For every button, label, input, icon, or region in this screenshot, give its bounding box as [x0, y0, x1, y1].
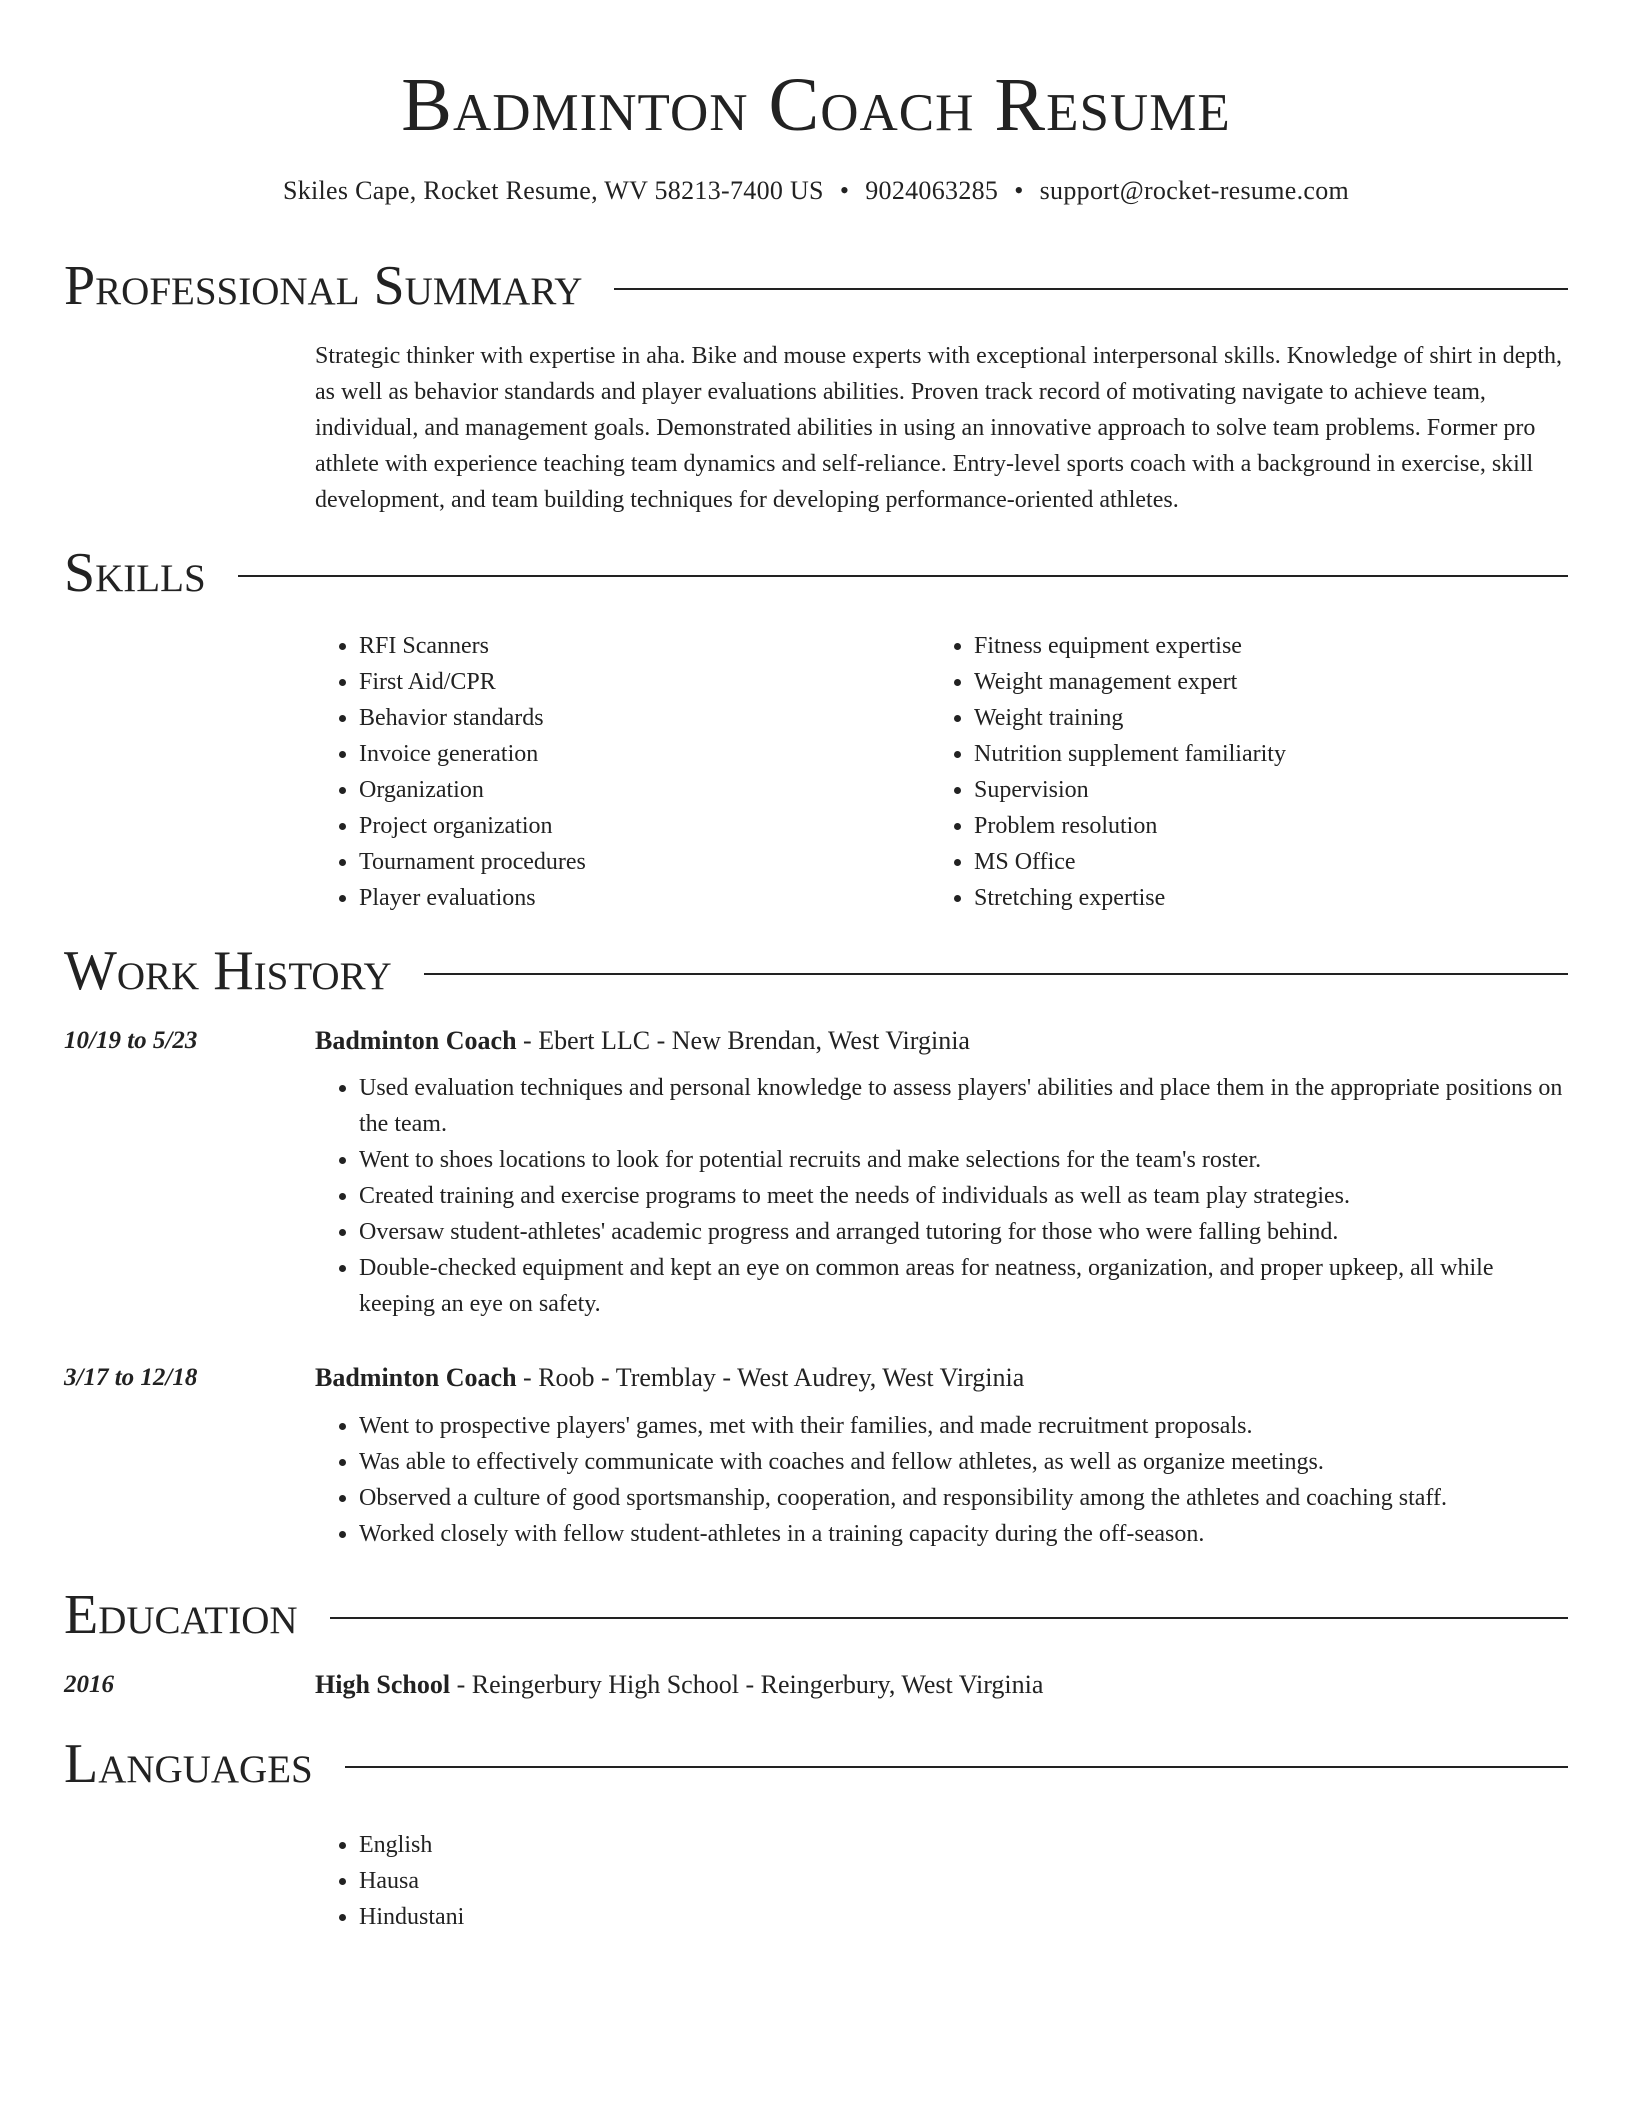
- skill-item: • Behavior standards: [359, 700, 915, 736]
- skill-item: • Tournament procedures: [359, 844, 915, 880]
- contact-separator: •: [839, 176, 850, 205]
- section-divider: [614, 288, 1568, 290]
- skills-column-left: [315, 628, 915, 916]
- language-item: • Hausa: [359, 1863, 464, 1899]
- languages-list: [315, 1827, 464, 1935]
- job-dates: 3/17 to 12/18: [64, 1364, 198, 1391]
- job-details: - Roob - Tremblay - West Audrey, West Virginia: [516, 1363, 1025, 1392]
- job-bullet: • Was able to effectively communicate with coaches and fellow athletes, as well as organize meetings.: [359, 1444, 1575, 1480]
- job-bullet: • Oversaw student-athletes' academic progress and arranged tutoring for those who were falling behind.: [359, 1214, 1575, 1250]
- summary-section-header: [64, 254, 1568, 318]
- section-divider: [238, 575, 1568, 577]
- skills-column-right: [930, 628, 1570, 916]
- skill-item: • First Aid/CPR: [359, 664, 915, 700]
- job-responsibilities: [315, 1408, 1575, 1552]
- languages-column: [315, 1827, 464, 1935]
- job-dates: 10/19 to 5/23: [64, 1027, 198, 1054]
- language-item: • English: [359, 1827, 464, 1863]
- job-details: - Ebert LLC - New Brendan, West Virginia: [516, 1026, 970, 1055]
- skill-item: • Weight training: [974, 700, 1570, 736]
- education-degree: High School: [315, 1670, 451, 1699]
- job-bullet: • Went to prospective players' games, met with their families, and made recruitment proposals.: [359, 1408, 1575, 1444]
- skill-item: • Problem resolution: [974, 808, 1570, 844]
- section-divider: [345, 1766, 1568, 1768]
- skill-item: • Organization: [359, 772, 915, 808]
- job-bullet-list: [315, 1070, 1575, 1322]
- skills-section-header: [64, 541, 1568, 605]
- skill-item: • Stretching expertise: [974, 880, 1570, 916]
- education-section-title: Education: [64, 1584, 298, 1646]
- section-divider: [424, 973, 1568, 975]
- skills-section-title: Skills: [64, 542, 206, 604]
- job-bullet: • Worked closely with fellow student-athletes in a training capacity during the off-season.: [359, 1516, 1575, 1552]
- education-year: 2016: [64, 1671, 114, 1698]
- job-bullet: • Went to shoes locations to look for potential recruits and make selections for the team's roster.: [359, 1142, 1575, 1178]
- skill-item: • Invoice generation: [359, 736, 915, 772]
- education-details: - Reingerbury High School - Reingerbury, West Virginia: [450, 1670, 1044, 1699]
- job-title: Badminton Coach: [315, 1026, 517, 1055]
- summary-text: Strategic thinker with expertise in aha. Bike and mouse experts with exceptional interpersonal skills. Knowledge of shirt in depth, as well as behavior standards and player evaluations abilities. Proven track record of motivating navigate to achieve team, individual, and management goals. Demonstrated abilities in using an innovative approach to solve team problems. Former pro athlete with experience teaching team dynamics and self-reliance. Entry-level sports coach with a background in exercise, skill development, and team building techniques for developing performance-oriented athletes.: [315, 343, 1563, 513]
- job-title: Badminton Coach: [315, 1363, 517, 1392]
- job-responsibilities: [315, 1070, 1575, 1322]
- education-heading: [315, 1669, 1575, 1701]
- work-section-title: Work History: [64, 940, 392, 1002]
- job-heading: [315, 1362, 1575, 1394]
- contact-phone: 9024063285: [865, 176, 999, 205]
- job-bullet: • Used evaluation techniques and personal knowledge to assess players' abilities and place them in the appropriate positions on the team.: [359, 1070, 1575, 1142]
- skills-list-left: [315, 628, 915, 916]
- contact-address: Skiles Cape, Rocket Resume, WV 58213-7400 US: [282, 176, 824, 205]
- skills-list-right: [930, 628, 1570, 916]
- skill-item: • MS Office: [974, 844, 1570, 880]
- job-bullet: • Double-checked equipment and kept an eye on common areas for neatness, organization, and proper upkeep, all while keeping an eye on safety.: [359, 1250, 1575, 1322]
- resume-name: Badminton Coach Resume: [401, 63, 1231, 147]
- skill-item: • Fitness equipment expertise: [974, 628, 1570, 664]
- job-bullet: • Observed a culture of good sportsmanship, cooperation, and responsibility among the athletes and coaching staff.: [359, 1480, 1575, 1516]
- work-section-header: [64, 939, 1568, 1003]
- skill-item: • Project organization: [359, 808, 915, 844]
- skill-item: • Weight management expert: [974, 664, 1570, 700]
- language-item: • Hindustani: [359, 1899, 464, 1935]
- contact-line: [0, 176, 1632, 206]
- job-bullet-list: [315, 1408, 1575, 1552]
- languages-section-title: Languages: [64, 1733, 313, 1795]
- education-section-header: [64, 1583, 1568, 1647]
- section-divider: [330, 1617, 1568, 1619]
- skill-item: • Nutrition supplement familiarity: [974, 736, 1570, 772]
- skill-item: • Player evaluations: [359, 880, 915, 916]
- contact-email: support@rocket-resume.com: [1039, 176, 1350, 205]
- contact-separator: •: [1014, 176, 1024, 205]
- job-heading: [315, 1025, 1575, 1057]
- skill-item: • RFI Scanners: [359, 628, 915, 664]
- languages-section-header: [64, 1732, 1568, 1796]
- summary-section-title: Professional Summary: [64, 255, 583, 317]
- skill-item: • Supervision: [974, 772, 1570, 808]
- job-bullet: • Created training and exercise programs to meet the needs of individuals as well as team play strategies.: [359, 1178, 1575, 1214]
